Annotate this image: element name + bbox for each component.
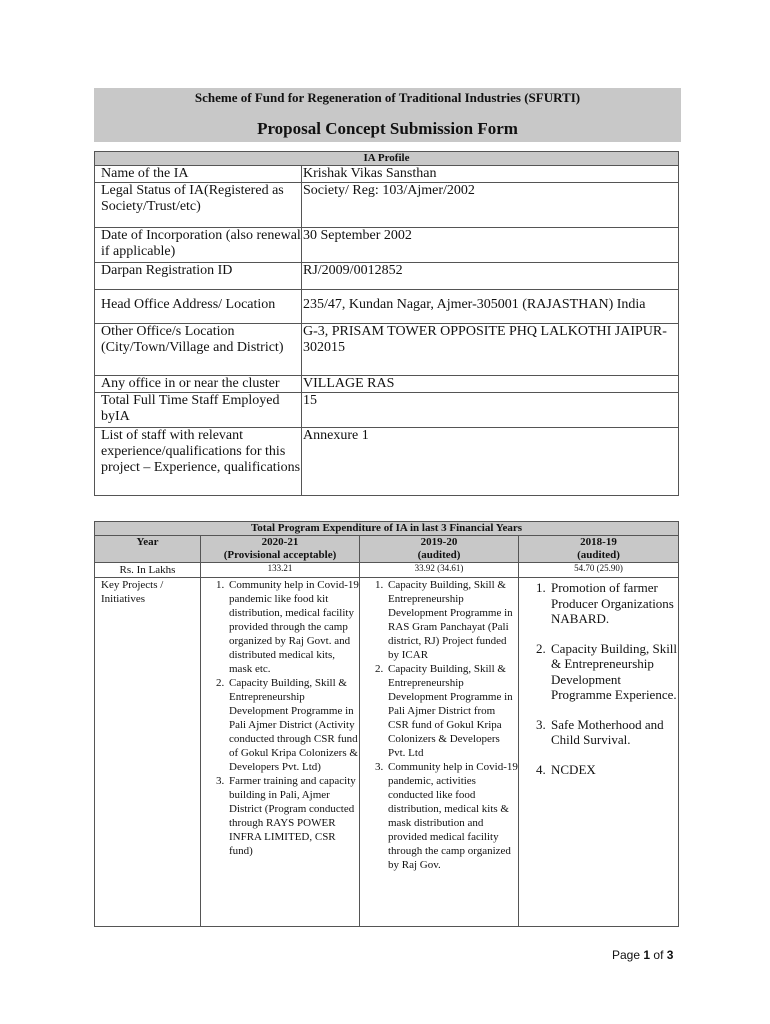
table-row bbox=[95, 263, 679, 290]
table-row bbox=[95, 428, 679, 496]
year-column-header bbox=[201, 536, 360, 563]
list-item: 3. Safe Motherhood and Child Survival. bbox=[549, 717, 678, 748]
page-current: 1 bbox=[643, 948, 651, 962]
projects-2020-21 bbox=[201, 578, 360, 927]
project-list bbox=[523, 580, 678, 777]
ia-profile-heading: IA Profile bbox=[95, 152, 679, 166]
project-list bbox=[364, 578, 518, 872]
year-column-header bbox=[360, 536, 519, 563]
list-item: 2. Capacity Building, Skill & Entrepreneurship Development Programme in Pali Ajmer District from CSR fund of Gokul Kripa Colonizers & Developers Pvt. Ltd bbox=[386, 662, 518, 760]
table-row bbox=[95, 228, 679, 263]
row-label: Other Office/s Location (City/Town/Village and District) bbox=[95, 324, 302, 376]
row-label: Head Office Address/ Location bbox=[95, 290, 302, 324]
year-header: Year bbox=[95, 536, 201, 563]
form-header bbox=[94, 88, 681, 142]
projects-label: Key Projects / Initiatives bbox=[95, 578, 201, 927]
row-value: Krishak Vikas Sansthan bbox=[302, 166, 679, 183]
list-item: 3. Farmer training and capacity building in Pali, Ajmer District (Program conducted through RAYS POWER INFRA LIMITED, CSR fund) bbox=[227, 774, 359, 858]
year-status: (audited) bbox=[417, 549, 461, 561]
list-item: 2. Capacity Building, Skill & Entrepreneurship Development Programme in Pali Ajmer District (Activity conducted through CSR fund of Gokul Kripa Colonizers & Developers Pvt. Ltd) bbox=[227, 676, 359, 774]
projects-2018-19 bbox=[519, 578, 679, 927]
table-row bbox=[95, 376, 679, 393]
year-column-header bbox=[519, 536, 679, 563]
page-word: Page bbox=[612, 948, 641, 962]
year-label: 2019-20 bbox=[420, 536, 458, 548]
ia-profile-table bbox=[94, 151, 679, 496]
list-item: 1. Capacity Building, Skill & Entrepreneurship Development Programme in RAS Gram Panchayat (Pali district, RJ) Project funded by ICAR bbox=[386, 578, 518, 662]
amount-value: 133.21 bbox=[201, 563, 360, 578]
form-title: Proposal Concept Submission Form bbox=[257, 119, 518, 138]
row-label: List of staff with relevant experience/qualifications for this project – Experience, qualifications bbox=[95, 428, 302, 496]
expenditure-heading: Total Program Expenditure of IA in last 3 Financial Years bbox=[95, 522, 679, 536]
of-word: of bbox=[653, 948, 664, 962]
page-total: 3 bbox=[666, 948, 674, 962]
row-value: 235/47, Kundan Nagar, Ajmer-305001 (RAJASTHAN) India bbox=[302, 290, 679, 324]
year-status: (Provisional acceptable) bbox=[223, 549, 337, 561]
list-item: 3. Community help in Covid-19 pandemic, activities conducted like food distribution, medical kits & mask distribution and provided medical facility through the camp organized by Raj Gov. bbox=[386, 760, 518, 872]
page-number bbox=[612, 948, 673, 962]
list-item: 4. NCDEX bbox=[549, 762, 678, 778]
year-label: 2020-21 bbox=[261, 536, 299, 548]
row-label: Total Full Time Staff Employed byIA bbox=[95, 393, 302, 428]
row-value: 30 September 2002 bbox=[302, 228, 679, 263]
amount-value: 54.70 (25.90) bbox=[519, 563, 679, 578]
table-row bbox=[95, 393, 679, 428]
row-value: Annexure 1 bbox=[302, 428, 679, 496]
expenditure-table bbox=[94, 521, 679, 927]
row-value: Society/ Reg: 103/Ajmer/2002 bbox=[302, 183, 679, 228]
row-label: Darpan Registration ID bbox=[95, 263, 302, 290]
row-label: Date of Incorporation (also renewal if applicable) bbox=[95, 228, 302, 263]
list-item: 2. Capacity Building, Skill & Entrepreneurship Development Programme Experience. bbox=[549, 641, 678, 703]
amount-label: Rs. In Lakhs bbox=[95, 563, 201, 578]
row-value: RJ/2009/0012852 bbox=[302, 263, 679, 290]
row-label: Name of the IA bbox=[95, 166, 302, 183]
table-row bbox=[95, 324, 679, 376]
table-row bbox=[95, 183, 679, 228]
row-value: 15 bbox=[302, 393, 679, 428]
list-item: 1. Promotion of farmer Producer Organizations NABARD. bbox=[549, 580, 678, 627]
table-row bbox=[95, 290, 679, 324]
year-label: 2018-19 bbox=[580, 536, 617, 548]
row-label: Any office in or near the cluster bbox=[95, 376, 302, 393]
project-list bbox=[205, 578, 359, 858]
year-status: (audited) bbox=[577, 549, 620, 561]
list-item: 1. Community help in Covid-19 pandemic like food kit distribution, medical facility provided through the camp organized by Raj Govt. and distributed medical kits, mask etc. bbox=[227, 578, 359, 676]
row-value: G-3, PRISAM TOWER OPPOSITE PHQ LALKOTHI JAIPUR-302015 bbox=[302, 324, 679, 376]
table-row bbox=[95, 166, 679, 183]
row-value: VILLAGE RAS bbox=[302, 376, 679, 393]
row-label: Legal Status of IA(Registered as Society/Trust/etc) bbox=[95, 183, 302, 228]
amount-value: 33.92 (34.61) bbox=[360, 563, 519, 578]
scheme-title: Scheme of Fund for Regeneration of Traditional Industries (SFURTI) bbox=[194, 90, 581, 105]
projects-2019-20 bbox=[360, 578, 519, 927]
